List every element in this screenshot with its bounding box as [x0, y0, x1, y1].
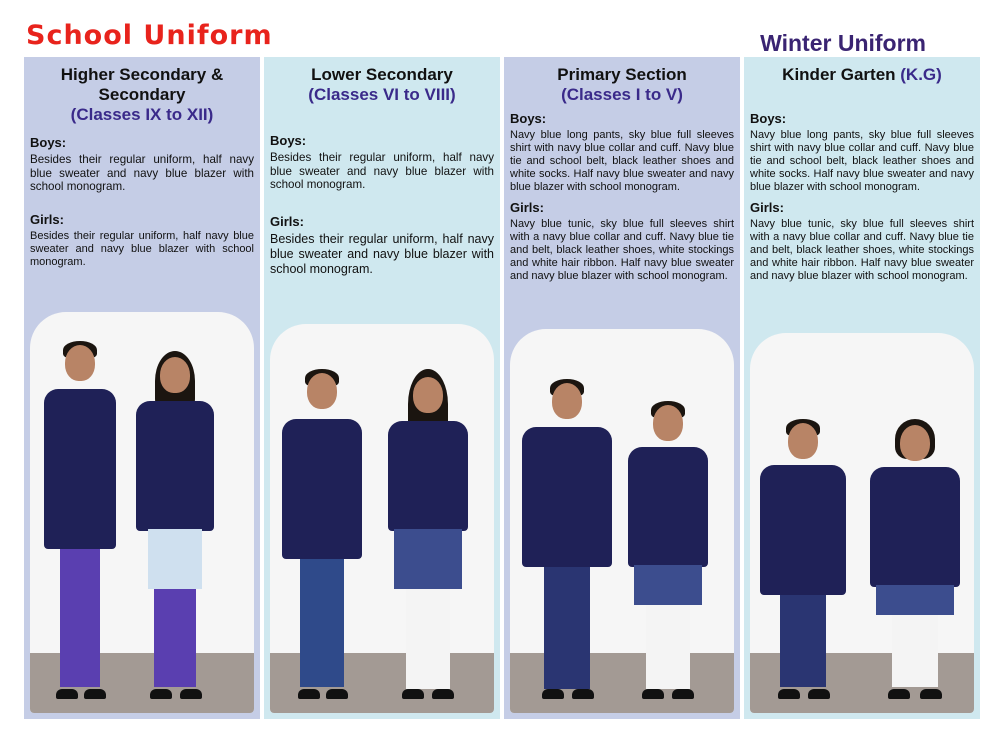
girl-figure	[136, 339, 214, 699]
boys-label: Boys:	[270, 133, 307, 148]
section-title: Lower Secondary	[311, 65, 453, 84]
girl-figure	[870, 379, 960, 699]
girls-label: Girls:	[510, 200, 544, 215]
section-heading	[30, 65, 254, 125]
students-photo	[30, 312, 254, 713]
boy-figure	[282, 349, 362, 699]
section-classes: (K.G)	[900, 65, 942, 84]
girls-label: Girls:	[270, 213, 304, 229]
section-title: Primary Section	[557, 65, 687, 84]
boys-description: Besides their regular uniform, half navy blue sweater and navy blue blazer with school monogram.	[270, 151, 494, 191]
girls-description: Navy blue tunic, sky blue full sleeves shirt with a navy blue collar and cuff. Navy blue tie and belt, black leather shoes, white stockings and white hair ribbon. Half navy blue sweater and navy blue blazer with school monogram.	[750, 218, 974, 282]
girls-label: Girls:	[750, 200, 784, 215]
boys-label: Boys:	[750, 111, 787, 126]
students-photo	[510, 329, 734, 713]
boys-description: Navy blue long pants, sky blue full sleeves shirt with navy blue collar and cuff. Navy blue tie and school belt, black leather shoes and white socks. Half navy blue sweater and navy blue blazer with school monogram.	[750, 129, 974, 193]
section-heading	[510, 65, 734, 105]
section-classes: (Classes VI to VIII)	[308, 85, 456, 104]
page-subtitle: Winter Uniform	[760, 30, 926, 56]
section-higher-secondary	[24, 57, 260, 719]
uniform-columns	[24, 57, 980, 719]
section-lower-secondary	[264, 57, 500, 719]
boy-figure	[760, 379, 846, 699]
section-classes: (Classes IX to XII)	[70, 105, 214, 124]
section-title: Kinder Garten	[782, 65, 896, 84]
students-photo	[750, 333, 974, 713]
page-title: School Uniform	[26, 20, 273, 51]
girls-description: Besides their regular uniform, half navy blue sweater and navy blue blazer with school monogram.	[30, 229, 254, 268]
girls-description: Navy blue tunic, sky blue full sleeves shirt with a navy blue collar and cuff. Navy blue tie and belt, black leather shoes, white stockings and white hair ribbon. Half navy blue sweater and navy blue blazer with school monogram.	[510, 218, 734, 282]
section-kinder-garten	[744, 57, 980, 719]
girl-figure	[388, 359, 468, 699]
girl-figure	[628, 379, 708, 699]
boy-figure	[44, 329, 116, 699]
boys-description: Besides their regular uniform, half navy blue sweater and navy blue blazer with school monogram.	[30, 153, 254, 193]
boys-label: Boys:	[30, 135, 67, 150]
boys-description: Navy blue long pants, sky blue full sleeves shirt with navy blue collar and cuff. Navy blue tie and school belt, black leather shoes and white socks. Half navy blue sweater and navy blue blazer with school monogram.	[510, 129, 734, 193]
section-classes: (Classes I to V)	[561, 85, 683, 104]
students-photo	[270, 324, 494, 713]
girls-description: Besides their regular uniform, half navy blue sweater and navy blue blazer with school monogram.	[270, 231, 494, 276]
boy-figure	[522, 359, 612, 699]
boys-label: Boys:	[510, 111, 547, 126]
section-primary	[504, 57, 740, 719]
girls-label: Girls:	[30, 211, 64, 227]
section-heading	[270, 65, 494, 105]
section-title: Higher Secondary & Secondary	[60, 65, 224, 104]
section-heading	[750, 65, 974, 85]
